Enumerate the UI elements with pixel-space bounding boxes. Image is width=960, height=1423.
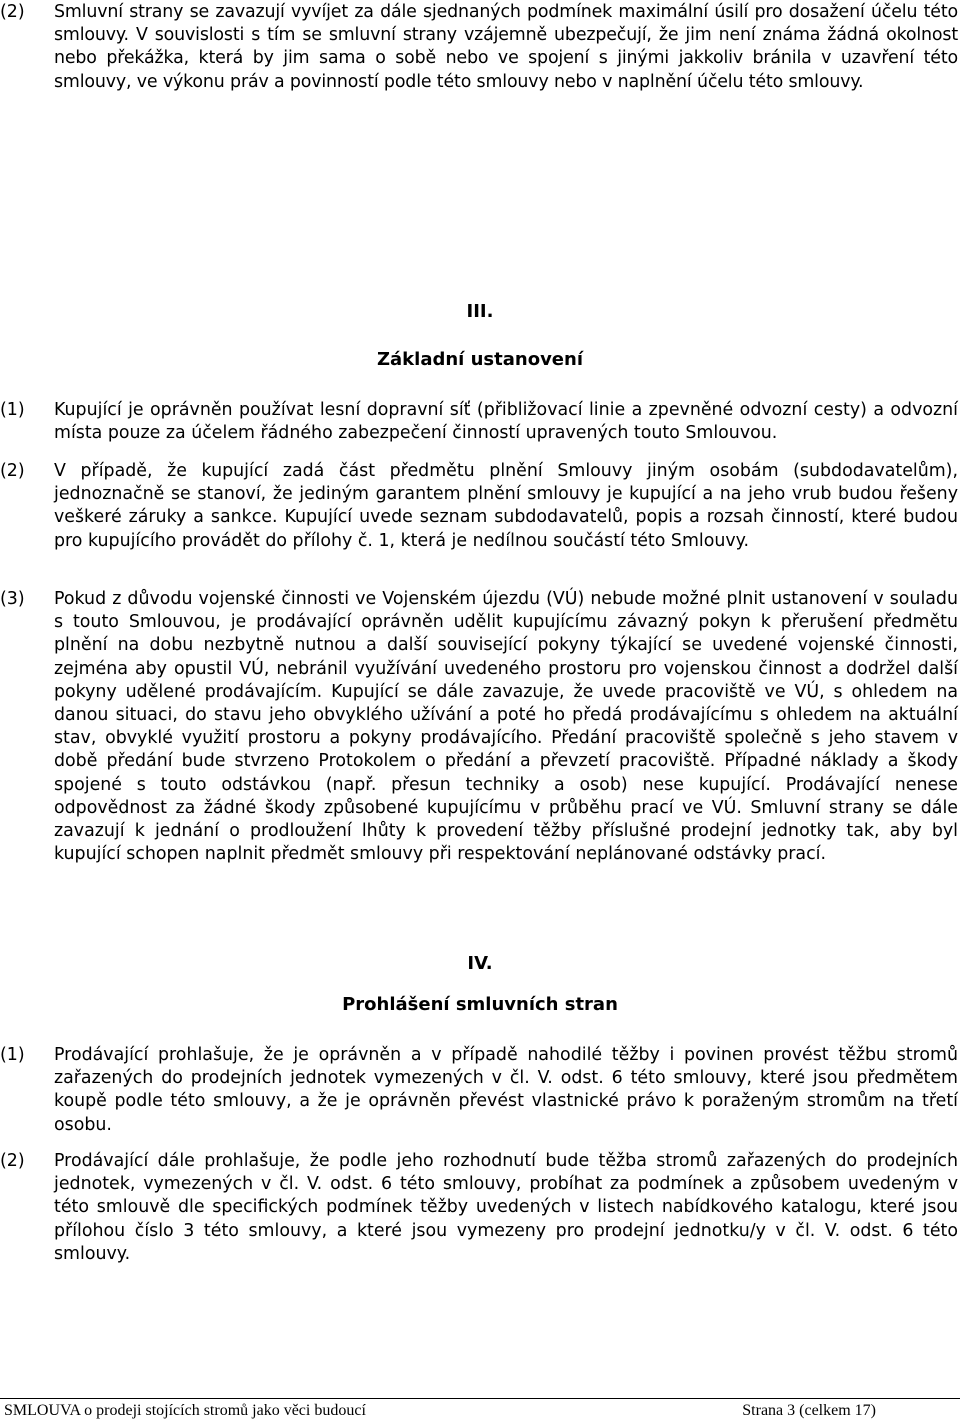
paragraph-number: (2): [0, 2, 25, 22]
paragraph-2-top: [0, 1, 958, 94]
section-3-paragraph-2: [0, 460, 958, 553]
paragraph-text: Prodávající prohlašuje, že je oprávněn a v případě nahodilé těžby i povinen provést těžbu stromů zařazených do prodejních jednotek vymezených v čl. V. odst. 6 této smlouvy, které jsou předmětem koupě podle této smlouvy, a že je oprávněn převést vlastnické právo k poraženým stromům na třetí osobu.: [54, 1045, 958, 1135]
section-4-paragraph-2: [0, 1150, 958, 1266]
paragraph-text: Prodávající dále prohlašuje, že podle jeho rozhodnutí bude těžba stromů zařazených do prodejních jednotek, vymezených v čl. V. odst. 6 této smlouvy, probíhat za podmínek a způsobem uvedeným v této smlouvě dle specifických podmínek těžby uvedených v listech nabídkového katalogu, které jsou přílohou číslo 3 této smlouvy, a které jsou vymezeny pro prodejní jednotku/y v čl. V. odst. 6 této smlouvy.: [54, 1151, 958, 1264]
section-3-title: Základní ustanovení: [376, 349, 583, 370]
footer-divider: [0, 1398, 960, 1399]
paragraph-number: (2): [0, 461, 25, 481]
section-3-numeral: III.: [466, 301, 494, 322]
paragraph-text: V případě, že kupující zadá část předmětu plnění Smlouvy jiným osobám (subdodavatelům), jednoznačně se stanoví, že jediným garantem plnění smlouvy je kupující a na jeho vrub budou řešeny veškeré záruky a sankce. Kupující uvede seznam subdodavatelů, popis a rozsah činností, které budou pro kupujícího provádět do přílohy č. 1, která je nedílnou součástí této Smlouvy.: [54, 461, 958, 551]
paragraph-text: Smluvní strany se zavazují vyvíjet za dále sjednaných podmínek maximální úsilí pro dosažení účelu této smlouvy. V souvislosti s tím se smluvní strany vzájemně ubezpečují, že jim není známa žádná okolnost nebo překážka, která by jim sama o sobě nebo ve spojení s jinými jakkoliv bránila v uzavření této smlouvy, ve výkonu práv a povinností podle této smlouvy nebo v naplnění účelu této smlouvy.: [54, 2, 958, 92]
paragraph-number: (1): [0, 400, 25, 420]
paragraph-number: (3): [0, 589, 25, 609]
paragraph-text: Kupující je oprávněn používat lesní dopravní síť (přibližovací linie a zpevněné odvozní cesty) a odvozní místa pouze za účelem řádného zabezpečení činností upravených touto Smlouvou.: [54, 400, 958, 444]
footer-page-number: Strana 3 (celkem 17): [742, 1402, 876, 1419]
footer-document-title: SMLOUVA o prodeji stojících stromů jako věci budoucí: [4, 1402, 366, 1419]
section-3-paragraph-3: [0, 588, 958, 866]
paragraph-text: Pokud z důvodu vojenské činnosti ve Vojenském újezdu (VÚ) nebude možné plnit ustanovení v souladu s touto Smlouvou, je prodávající oprávněn udělit kupujícímu závazný pokyn k přerušení předmětu plnění na dobu nezbytně nutnou a další související pokyny týkající se uvedené vojenské činnosti, zejména aby opustil VÚ, nebránil využívání uvedeného prostoru pro vojenskou činnost a dodržel další pokyny udělené prodávajícím. Kupující se dále zavazuje, že uvede pracoviště ve VÚ, s ohledem na danou situaci, do stavu jeho obvyklého užívání a poté ho předá prodávajícímu s ohledem na aktuální stav, obvyklé využití prostoru a pokyny prodávajícího. Předání pracoviště společně s jeho stavem v době předání bude stvrzeno Protokolem o předání a převzetí pracoviště. Případné náklady a škody spojené s touto odstávkou (např. přesun techniky a osob) nese kupující. Prodávající nenese odpovědnost za žádné škody způsobené kupujícímu v průběhu prací ve VÚ. Smluvní strany se dále zavazují k jednání o prodloužení lhůty k provedení těžby příslušné prodejní jednotky tak, aby byl kupující schopen naplnit předmět smlouvy při respektování neplánované odstávky prací.: [54, 589, 958, 865]
section-4-numeral: IV.: [467, 953, 493, 974]
section-4-paragraph-1: [0, 1044, 958, 1137]
paragraph-number: (1): [0, 1045, 25, 1065]
section-3-paragraph-1: [0, 399, 958, 445]
paragraph-number: (2): [0, 1151, 25, 1171]
section-4-title: Prohlášení smluvních stran: [342, 994, 618, 1015]
